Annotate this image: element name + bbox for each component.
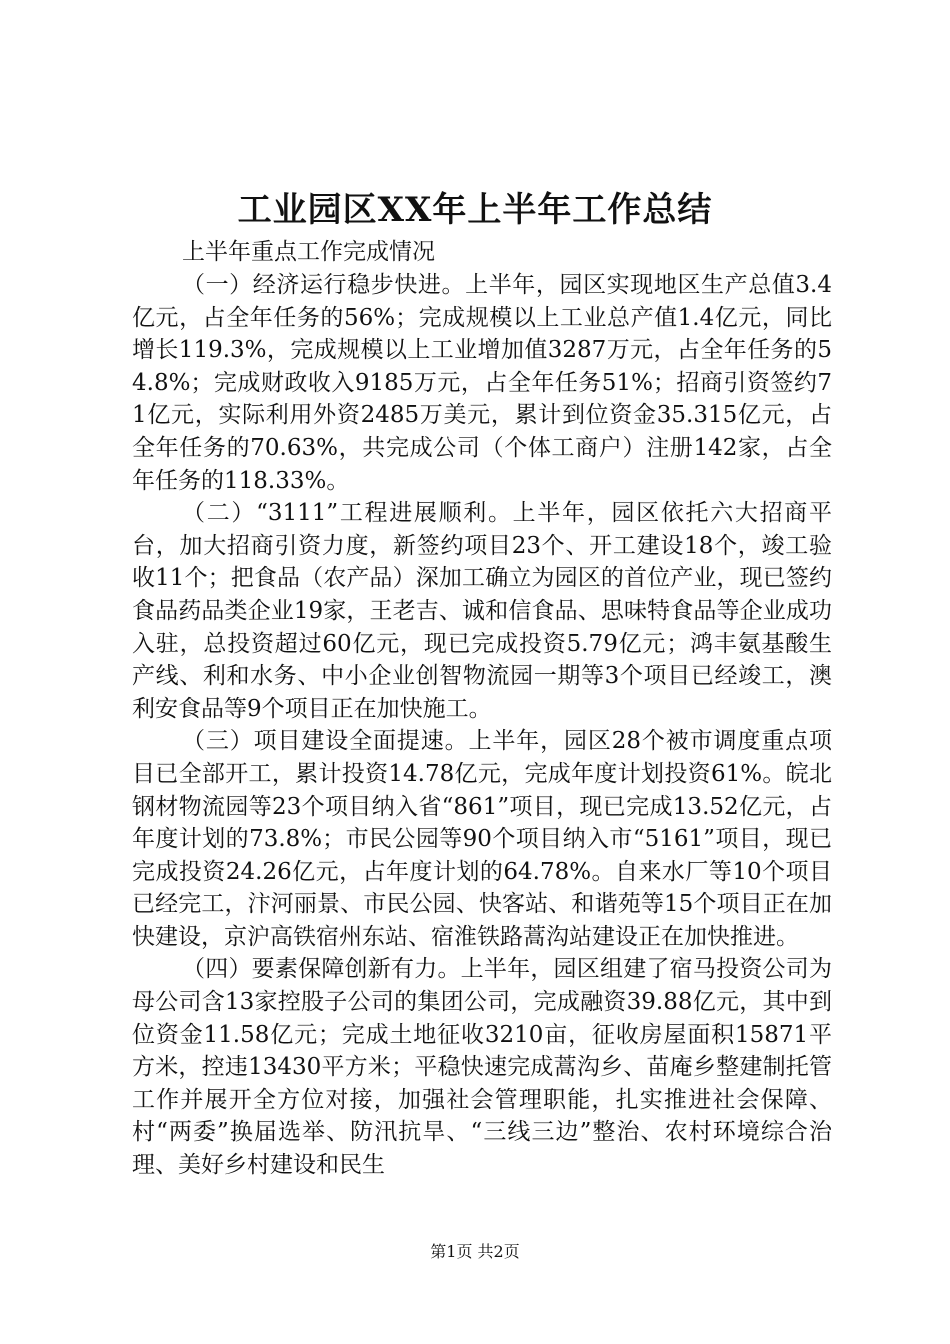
paragraph-factor-support: （四）要素保障创新有力。上半年，园区组建了宿马投资公司为母公司含13家控股子公司的集团公司，完成融资39.88亿元，其中到位资金11.58亿元；完成土地征收3210亩，征收房屋面积15871平方米，控违13430平方米；平稳快速完成蒿沟乡、苗庵乡整建制托管工作并展开全方位对接，加强社会管理职能，扎实推进社会保障、村“两委”换届选举、防汛抗旱、“三线三边”整治、农村环境综合治理、美好乡村建设和民生 <box>132 956 832 1179</box>
section-subheading: 上半年重点工作完成情况 <box>182 239 435 265</box>
document-body <box>132 236 832 1182</box>
paragraph-3111-project: （二）“3111”工程进展顺利。上半年，园区依托六大招商平台，加大招商引资力度，新签约项目23个、开工建设18个，竣工验收11个；把食品（农产品）深加工确立为园区的首位产业，现已签约食品药品类企业19家，王老吉、诚和信食品、思味特食品等企业成功入驻，总投资超过60亿元，现已完成投资5.79亿元；鸿丰氨基酸生产线、利和水务、中小企业创智物流园一期等3个项目已经竣工，澳利安食品等9个项目正在加快施工。 <box>132 500 832 722</box>
paragraph-project-construction: （三）项目建设全面提速。上半年，园区28个被市调度重点项目已全部开工，累计投资14.78亿元，完成年度计划投资61%。皖北钢材物流园等23个项目纳入省“861”项目，现已完成13.52亿元，占年度计划的73.8%；市民公园等90个项目纳入市“5161”项目，现已完成投资24.26亿元，占年度计划的64.78%。自来水厂等10个项目已经完工，汴河丽景、市民公园、快客站、和谐苑等15个项目正在加快建设，京沪高铁宿州东站、宿淮铁路蒿沟站建设正在加快推进。 <box>132 728 832 950</box>
page-number-footer: 第1页 共2页 <box>430 1242 520 1261</box>
paragraph-economy: （一）经济运行稳步快进。上半年，园区实现地区生产总值3.4亿元，占全年任务的56%；完成规模以上工业总产值1.4亿元，同比增长119.3%，完成规模以上工业增加值3287万元，占全年任务的54.8%；完成财政收入9185万元，占全年任务51%；招商引资签约71亿元，实际利用外资2485万美元，累计到位资金35.315亿元，占全年任务的70.63%，共完成公司（个体工商户）注册142家，占全年任务的118.33%。 <box>132 272 832 494</box>
document-title: 工业园区XX年上半年工作总结 <box>237 190 713 230</box>
